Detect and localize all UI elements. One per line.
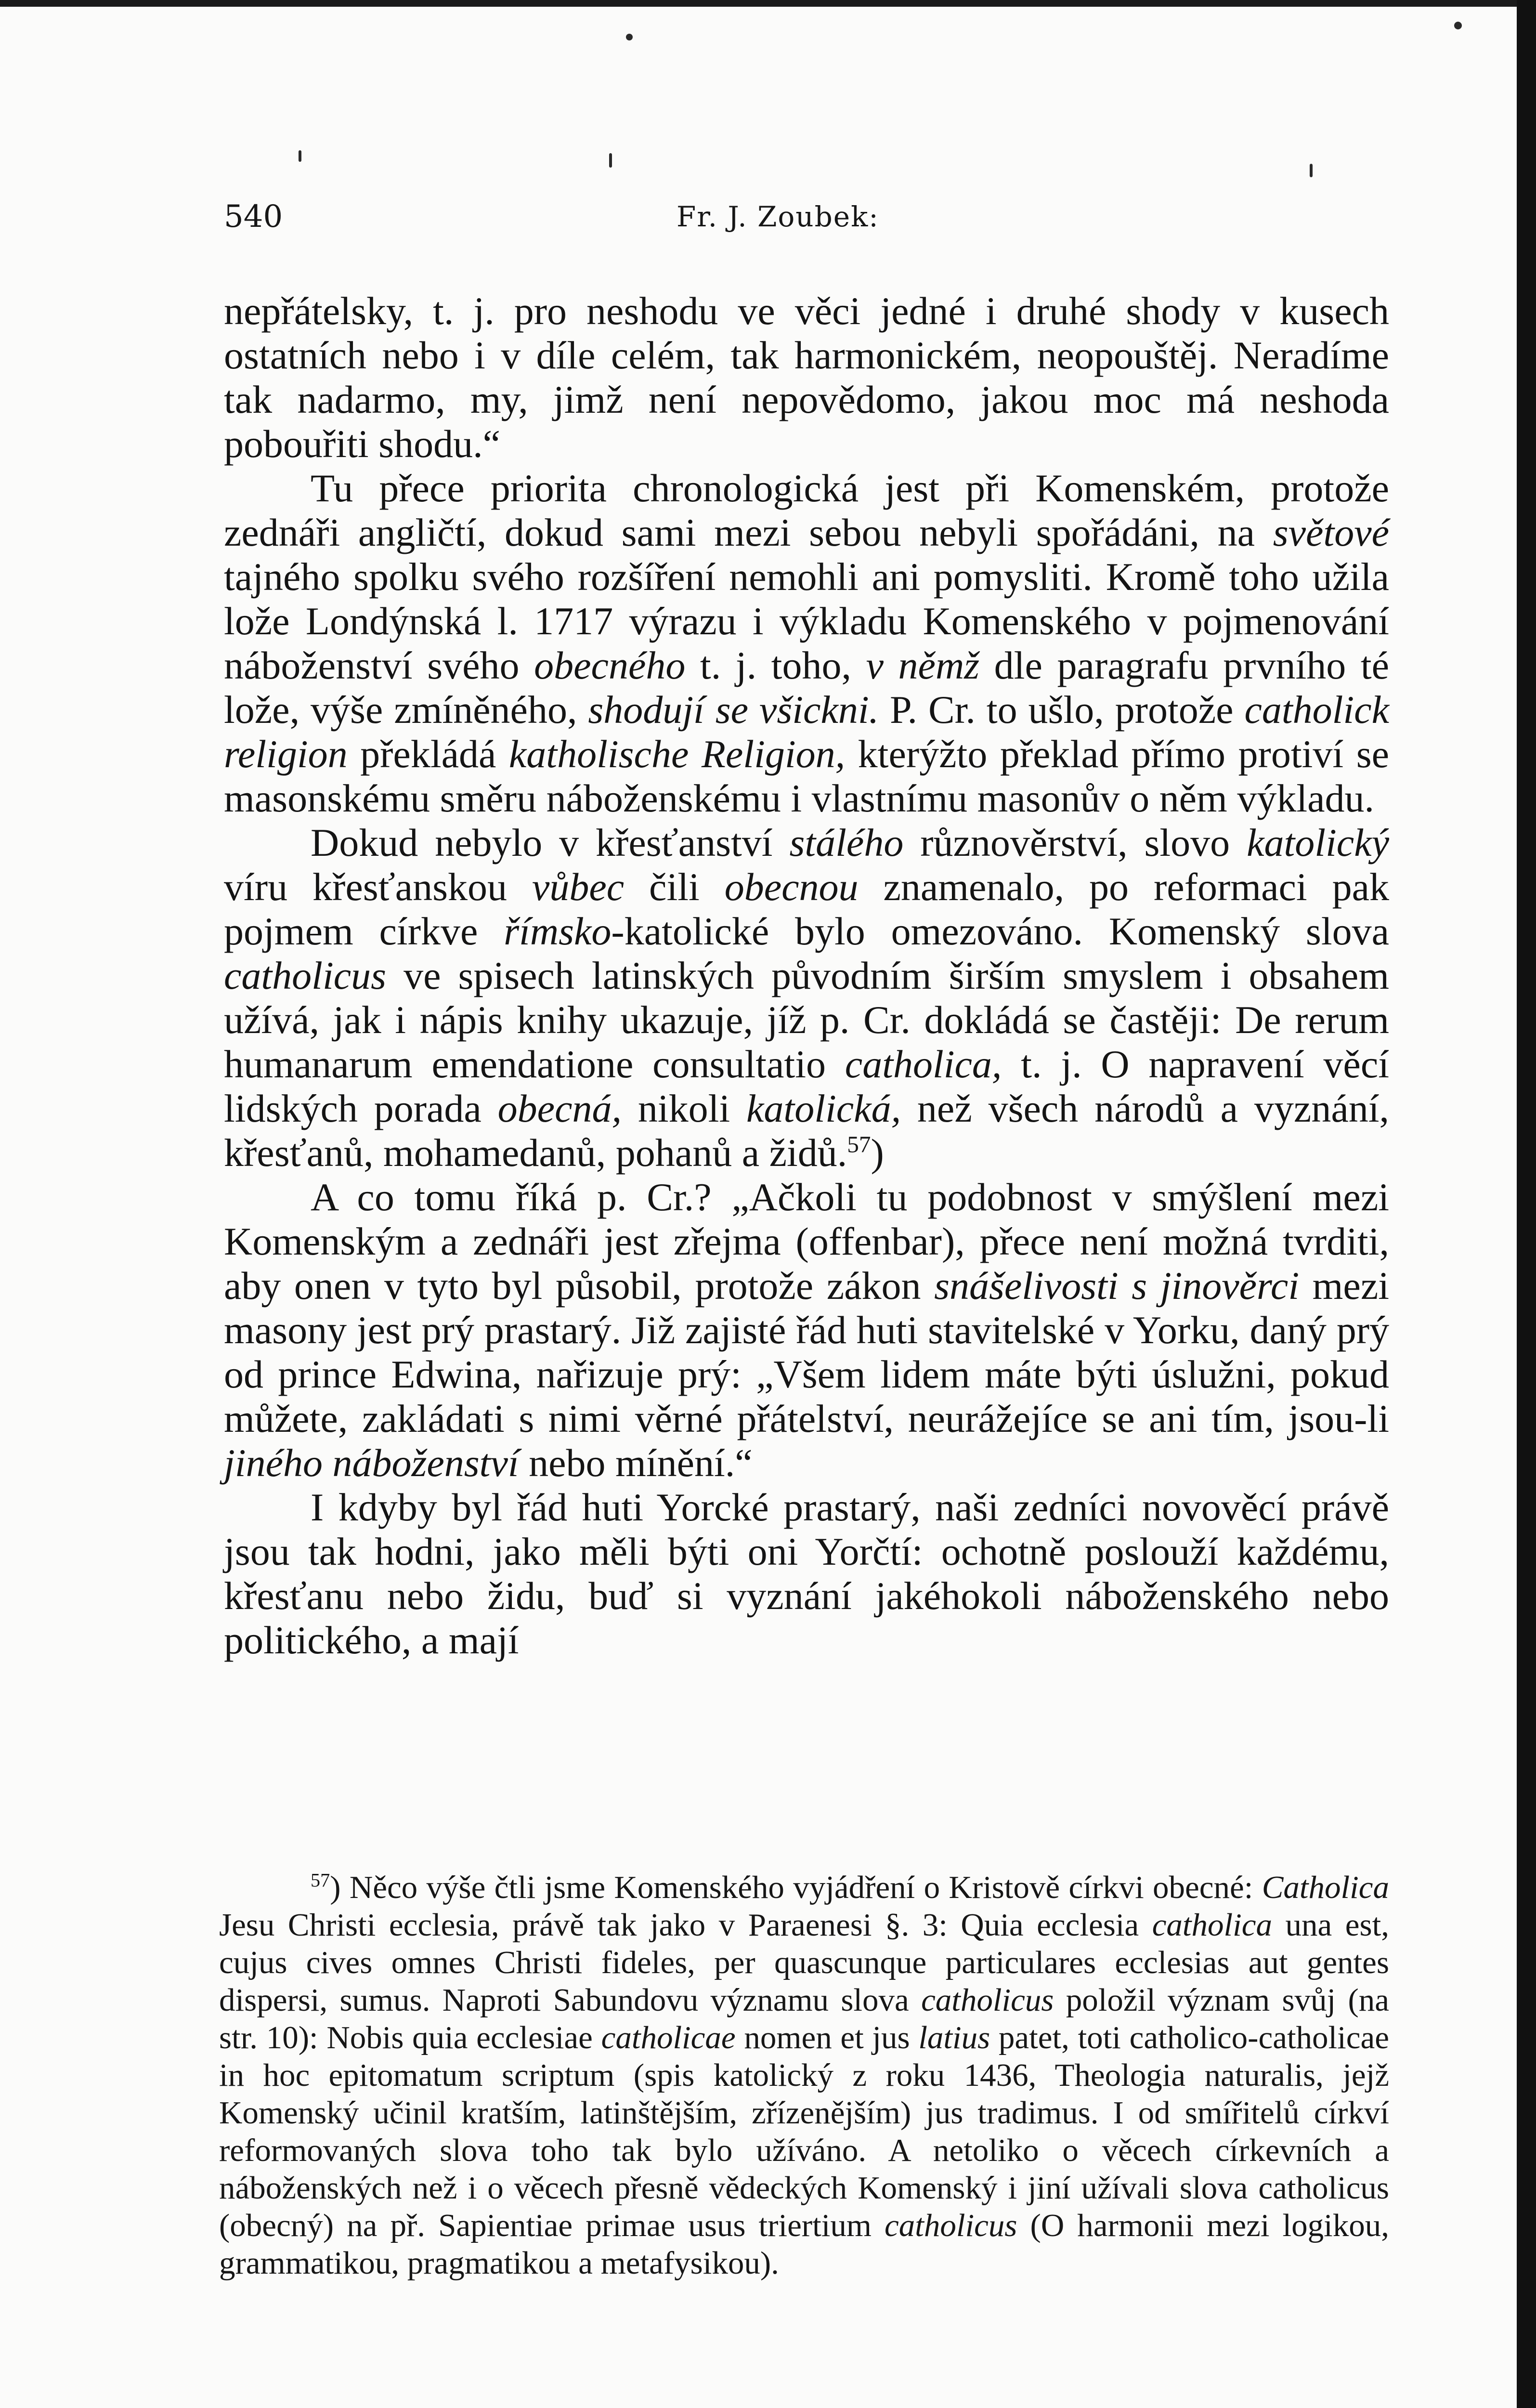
italic-run: catholica [1152, 1907, 1273, 1943]
italic-run: catholick religion [224, 688, 1389, 776]
scan-speck [1310, 164, 1313, 177]
footnote-number: 57 [311, 1869, 330, 1891]
text-run: překládá [347, 732, 509, 776]
text-run: než všech národů a vyznání, křesťanů, mohamedanů, pohanů a židů. [224, 1086, 1389, 1175]
text-run: nebo mínění.“ [519, 1441, 753, 1485]
footnote-57 [219, 1869, 1389, 2282]
italic-run: snášelivosti s jinověrci [934, 1264, 1300, 1308]
italic-run: stálého [789, 821, 904, 864]
italic-run: shodují se všickni. [588, 688, 879, 732]
text-run: I kdyby byl řád huti Yorcké prastarý, naši zedníci novověcí právě jsou tak hodni, jako měli býti oni Yorčtí: ochotně poslouží každému, křesťanu nebo židu, buď si vyznání jakéhokoli náboženského nebo politického, a mají [224, 1485, 1389, 1662]
italic-run: obecného [534, 643, 686, 687]
text-run: Jesu Christi ecclesia, právě tak jako v Paraenesi §. 3: Quia ecclesia [219, 1907, 1152, 1943]
scan-edge-top [0, 0, 1536, 7]
scan-speck [626, 34, 633, 40]
italic-run: Catholica [1262, 1870, 1389, 1905]
paragraph-1 [224, 289, 1389, 466]
text-run: t. j. toho, [685, 643, 866, 687]
footnote-reference: 57 [847, 1131, 871, 1158]
text-run: mezi masony jest prý prastarý. Již zajisté řád huti stavitelské v Yorku, daný prý od prince Edwina, nařizuje prý: „Všem lidem máte býti úslužni, pokud můžete, zakládati s nimi věrné přátelství, neurážejíce se ani tím, jsou-li [224, 1264, 1389, 1440]
italic-run: katolický [1247, 821, 1389, 864]
text-run: znamenalo, po reformaci pak pojmem církve [224, 865, 1389, 953]
text-run: Tu přece priorita chronologická jest při Komenském, protože zednáři angličtí, dokud sami mezi sebou nebyli spořádáni, na [224, 466, 1389, 554]
text-run: ) [871, 1131, 884, 1175]
text-run: (O harmonii mezi logikou, grammatikou, pragmatikou a metafysikou). [219, 2208, 1390, 2281]
italic-run: vůbec [532, 865, 625, 909]
page-header [224, 195, 1380, 238]
text-run: víru křesťanskou [224, 865, 532, 909]
scan-edge-right [1517, 0, 1536, 2408]
italic-run: obecnou [724, 865, 859, 909]
page-number: 540 [224, 199, 283, 235]
italic-run: obecná, [497, 1086, 622, 1130]
italic-run: římsko [504, 909, 612, 953]
scan-speck [609, 153, 612, 168]
text-run: tajného spolku svého rozšíření nemohli ani pomysliti. Kromě toho užila lože Londýnská l. 1717 výrazu i výkladu Komenského v pojmenování náboženství svého [224, 555, 1389, 687]
text-run: patet, toti catholico-catholicae in hoc epitomatum scriptum (spis katolický z roku 1436, Theologia naturalis, jejž Komenský učinil kratším, latinštějším, zřízenějším) jus tradimus. I od smířitelů církví reformovaných slova toho tak bylo užíváno. A netoliko o věcech církevních a náboženských než i o věcech přesně vědeckých Komenský i jiní užívali slova catholicus (obecný) na př. Sapientiae primae usus triertium [219, 2020, 1390, 2243]
scan-speck [299, 150, 301, 162]
text-run: kterýžto překlad přímo protiví se masonskému směru náboženskému i vlastnímu masonův o něm výkladu. [224, 732, 1390, 820]
italic-run: catholicus [921, 1982, 1054, 2018]
italic-run: jiného náboženství [224, 1441, 519, 1485]
text-run: položil význam svůj (na str. 10): Nobis quia ecclesiae [219, 1982, 1389, 2055]
paragraph-2 [224, 466, 1389, 821]
text-run: čili [624, 865, 725, 909]
footnotes [219, 1869, 1389, 2282]
scan-speck [1454, 22, 1462, 29]
text-run: -katolické bylo omezováno. Komenský slova [611, 909, 1389, 953]
main-text [224, 289, 1389, 1662]
text-run: různověrství, slovo [903, 821, 1247, 864]
text-run: nepřátelsky, t. j. pro neshodu ve věci jedné i druhé shody v kusech ostatních nebo i v díle celém, tak harmonickém, neopouštěj. Neradíme tak nadarmo, my, jimž není nepovědomo, jakou moc má neshoda pobouřiti shodu.“ [224, 289, 1389, 466]
italic-run: catholicus [885, 2208, 1017, 2243]
text-run: Dokud nebylo v křesťanství [311, 821, 790, 864]
text-run: P. Cr. to ušlo, protože [879, 688, 1245, 732]
text-run: A co tomu říká p. Cr.? „Ačkoli tu podobnost v smýšlení mezi Komenským a zednáři jest zřejma (offenbar), přece není možná tvrditi, aby onen v tyto byl působil, protože zákon [224, 1175, 1389, 1308]
paragraph-3 [224, 821, 1389, 1175]
italic-run: catholicus [224, 954, 387, 997]
italic-run: v němž [866, 643, 980, 687]
italic-run: katholische Religion, [508, 732, 846, 776]
text-run: ve spisech latinských původním širším smyslem i obsahem užívá, jak i nápis knihy ukazuje, jíž p. Cr. dokládá se častěji: De rerum humanarum emendatione consultatio [224, 954, 1389, 1086]
italic-run: katolická, [746, 1086, 901, 1130]
text-run: nikoli [621, 1086, 747, 1130]
paragraph-4 [224, 1175, 1389, 1485]
italic-run: světové [1273, 510, 1389, 554]
text-run: una est, cujus cives omnes Christi fideles, per quascunque particulares ecclesias aut gentes dispersi, sumus. Naproti Sabundovu významu slova [219, 1907, 1389, 2018]
text-run: nomen et jus [735, 2020, 919, 2055]
italic-run: latius [918, 2020, 990, 2055]
text-run: dle paragrafu prvního té lože, výše zmíněného, [224, 643, 1389, 732]
text-run: ) Něco výše čtli jsme Komenského vyjádření o Kristově církvi obecné: [330, 1870, 1262, 1905]
italic-run: catholica, [845, 1042, 1002, 1086]
running-head: Fr. J. Zoubek: [677, 200, 879, 233]
italic-run: catholicae [601, 2020, 736, 2055]
paragraph-5 [224, 1485, 1389, 1662]
text-run: t. j. O napravení věcí lidských porada [224, 1042, 1390, 1130]
